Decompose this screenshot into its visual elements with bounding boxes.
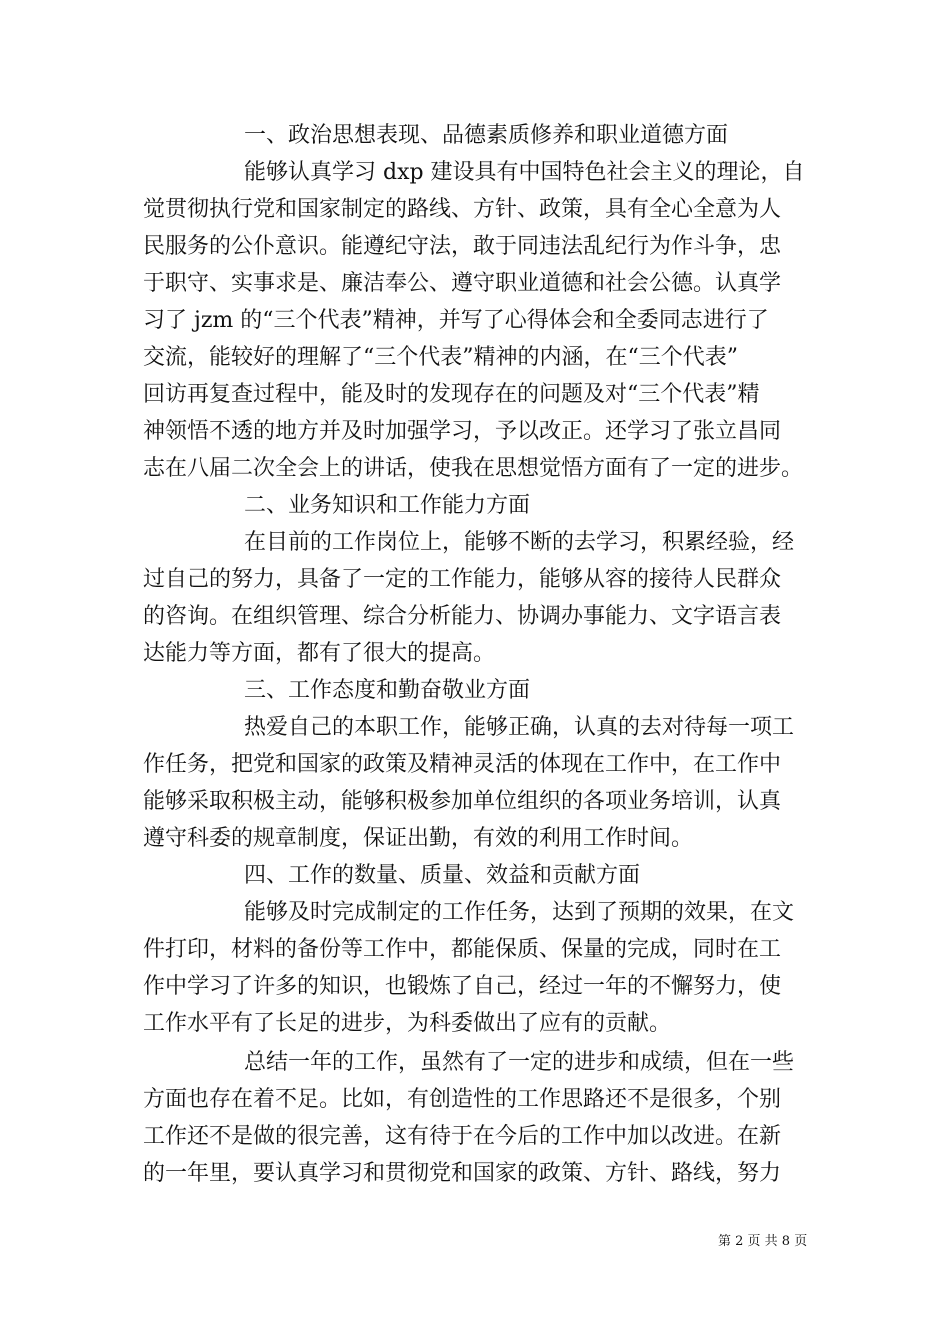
paragraph-line: 能够认真学习 dxp 建设具有中国特色社会主义的理论，自 xyxy=(244,160,805,185)
paragraph-line: 的一年里，要认真学习和贯彻党和国家的政策、方针、路线，努力 xyxy=(143,1161,782,1186)
paragraph-line: 总结一年的工作，虽然有了一定的进步和成绩，但在一些 xyxy=(244,1050,795,1075)
paragraph-line: 达能力等方面，都有了很大的提高。 xyxy=(143,641,496,666)
paragraph-line: 交流，能较好的理解了“三个代表”精神的内涵，在“三个代表” xyxy=(143,345,738,370)
heading-work-attitude: 三、工作态度和勤奋敬业方面 xyxy=(244,678,531,703)
paragraph-line: 工作水平有了长足的进步，为科委做出了应有的贡献。 xyxy=(143,1011,672,1036)
paragraph-line: 作任务，把党和国家的政策及精神灵活的体现在工作中，在工作中 xyxy=(143,752,782,777)
paragraph-line: 件打印，材料的备份等工作中，都能保质、保量的完成，同时在工 xyxy=(143,937,782,962)
paragraph-line: 作中学习了许多的知识，也锻炼了自己，经过一年的不懈努力，使 xyxy=(143,974,782,999)
paragraph-line: 方面也存在着不足。比如，有创造性的工作思路还不是很多，个别 xyxy=(143,1087,782,1112)
paragraph-line: 神领悟不透的地方并及时加强学习，予以改正。还学习了张立昌同 xyxy=(143,419,782,444)
heading-business-knowledge: 二、业务知识和工作能力方面 xyxy=(244,493,531,518)
paragraph-line: 过自己的努力，具备了一定的工作能力，能够从容的接待人民群众 xyxy=(143,567,782,592)
paragraph-line: 能够及时完成制定的工作任务，达到了预期的效果，在文 xyxy=(244,900,795,925)
page-number: 第 2 页 共 8 页 xyxy=(718,1234,808,1249)
paragraph-line: 回访再复查过程中，能及时的发现存在的问题及对“三个代表”精 xyxy=(143,382,760,407)
paragraph-line: 于职守、实事求是、廉洁奉公、遵守职业道德和社会公德。认真学 xyxy=(143,271,782,296)
paragraph-line: 能够采取积极主动，能够积极参加单位组织的各项业务培训，认真 xyxy=(143,789,782,814)
paragraph-line: 觉贯彻执行党和国家制定的路线、方针、政策，具有全心全意为人 xyxy=(143,197,782,222)
paragraph-line: 的咨询。在组织管理、综合分析能力、协调办事能力、文字语言表 xyxy=(143,604,782,629)
heading-work-quantity-quality: 四、工作的数量、质量、效益和贡献方面 xyxy=(244,863,641,888)
paragraph-line: 民服务的公仆意识。能遵纪守法，敢于同违法乱纪行为作斗争，忠 xyxy=(143,234,782,259)
heading-political-thought: 一、政治思想表现、品德素质修养和职业道德方面 xyxy=(244,123,729,148)
paragraph-line: 热爱自己的本职工作，能够正确，认真的去对待每一项工 xyxy=(244,715,795,740)
paragraph-line: 志在八届二次全会上的讲话，使我在思想觉悟方面有了一定的进步。 xyxy=(143,456,804,481)
paragraph-line: 遵守科委的规章制度，保证出勤，有效的利用工作时间。 xyxy=(143,826,694,851)
paragraph-line: 在目前的工作岗位上，能够不断的去学习，积累经验，经 xyxy=(244,530,795,555)
paragraph-line: 习了 jzm 的“三个代表”精神，并写了心得体会和全委同志进行了 xyxy=(143,308,769,333)
paragraph-line: 工作还不是做的很完善，这有待于在今后的工作中加以改进。在新 xyxy=(143,1124,782,1149)
